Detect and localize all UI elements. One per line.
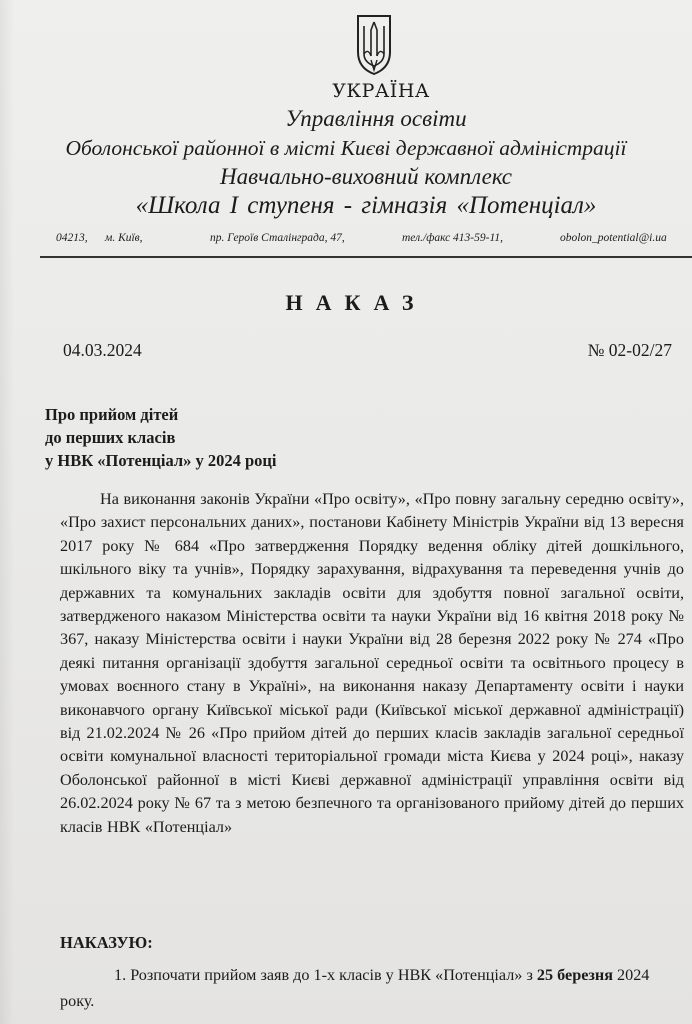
order-item-1-prefix: 1. Розпочати прийом заяв до 1-х класів у НВК «Потенціал» з bbox=[114, 966, 537, 984]
subject-line: у НВК «Потенціал» у 2024 році bbox=[45, 451, 277, 470]
document-date: 04.03.2024 bbox=[63, 340, 142, 360]
header-divider bbox=[40, 256, 692, 258]
contacts-row bbox=[0, 232, 692, 248]
header-line-2: Оболонської районної в місті Києві державної адміністрації bbox=[65, 136, 627, 160]
order-item-1-date: 25 березня bbox=[536, 966, 613, 984]
subject-line: до перших класів bbox=[45, 428, 176, 447]
postal-code: 04213, bbox=[56, 232, 88, 244]
document-subject bbox=[45, 403, 277, 472]
phone-fax: тел./факс 413-59-11, bbox=[402, 232, 503, 244]
order-item-1-suffix: 2024 року. bbox=[60, 966, 650, 1010]
header-line-3: Навчально-виховний комплекс bbox=[220, 164, 512, 189]
street-address: пр. Героїв Сталінграда, 47, bbox=[210, 232, 345, 244]
header-line-4: «Школа І ступеня - гімназія «Потенціал» bbox=[135, 192, 597, 219]
document-body: На виконання законів України «Про освіту», «Про повну загальну середню освіту», «Про захист персональних даних», постанови Кабінету Міністрів України від 13 вересня 2017 року № 684 «Про затвердження Порядку ведення обліку дітей дошкільного, шкільного віку та учнів», Порядку зарахування, відрахування та переведення учнів до державних та комунальних закладів освіти для здобуття повної загальної освіти, затвердженого наказом Міністерства освіти та науки України від 16 квітня 2018 року № 367, наказу Міністерства освіти і науки України від 28 березня 2022 року № 274 «Про деякі питання організації здобуття загальної середньої освіти та освітнього процесу в умовах воєнного стану в Україні», на виконання наказу Департаменту освіти і науки виконавчого органу Київської міської ради (Київської міської державної адміністрації) від 21.02.2024 № 26 «Про прийом дітей до перших класів закладів загальної середньої освіти комунальної власності територіальної громади міста Києва у 2024 році», наказу Оболонської районної в місті Києві державної адміністрації управління освіти від 26.02.2024 року № 67 та з метою безпечного та організованого прийому дітей до перших класів НВК «Потенціал» bbox=[60, 490, 684, 836]
order-item-1 bbox=[60, 962, 684, 1014]
tryzub-coat-of-arms-icon bbox=[354, 12, 394, 78]
country-name: УКРАЇНА bbox=[332, 80, 430, 102]
document-number: № 02-02/27 bbox=[587, 340, 672, 360]
header-line-1: Управління освіти bbox=[285, 106, 467, 131]
city: м. Київ, bbox=[105, 232, 143, 244]
order-label: НАКАЗУЮ: bbox=[60, 933, 153, 952]
document-type-title: НАКАЗ bbox=[285, 290, 427, 315]
email-address: obolon_potential@i.ua bbox=[560, 232, 667, 244]
subject-line: Про прийом дітей bbox=[45, 405, 179, 424]
